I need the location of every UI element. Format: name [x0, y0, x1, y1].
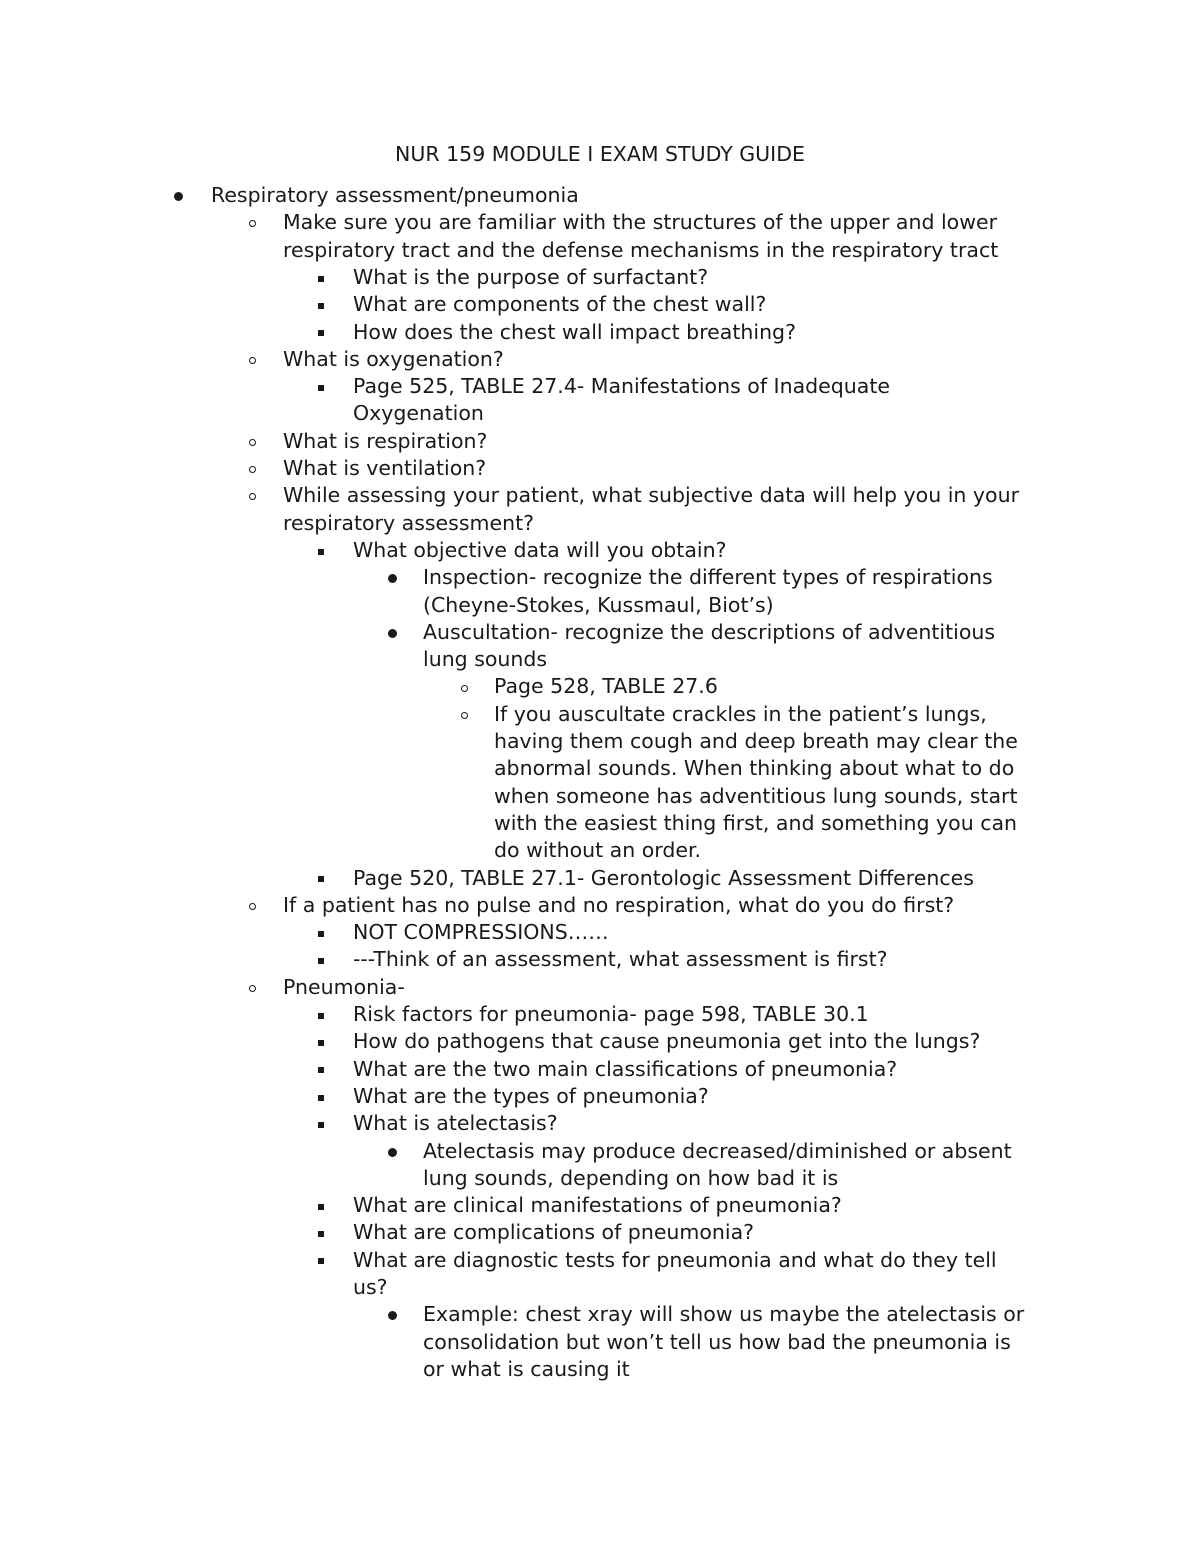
circle-bullet-icon — [249, 439, 256, 446]
outline-line: If a patient has no pulse and no respiration, what do you do first? — [283, 892, 955, 917]
square-bullet-icon — [318, 1095, 324, 1101]
outline-line: Example: chest xray will show us maybe the atelectasis or — [423, 1302, 1025, 1327]
square-bullet-icon — [318, 958, 324, 964]
outline-line: Page 520, TABLE 27.1- Gerontologic Assessment Differences — [353, 865, 974, 890]
circle-bullet-icon — [249, 357, 256, 364]
square-bullet-icon — [318, 303, 324, 309]
square-bullet-icon — [318, 1067, 324, 1073]
outline-line: Respiratory assessment/pneumonia — [211, 183, 579, 207]
outline-line: Make sure you are familiar with the structures of the upper and lower — [283, 210, 998, 235]
bullet-icon — [174, 192, 183, 201]
outline-line: What is the purpose of surfactant? — [353, 264, 709, 289]
outline-line: or what is causing it — [423, 1356, 630, 1381]
outline-line: What are the types of pneumonia? — [353, 1083, 709, 1108]
outline-line: abnormal sounds. When thinking about what to do — [494, 756, 1015, 781]
circle-bullet-icon — [249, 220, 256, 227]
bullet-icon — [388, 629, 397, 638]
outline-line: What are diagnostic tests for pneumonia and what do they tell — [353, 1247, 997, 1272]
square-bullet-icon — [318, 549, 324, 555]
outline-line: How does the chest wall impact breathing? — [353, 319, 796, 344]
square-bullet-icon — [318, 385, 324, 391]
bullet-icon — [388, 574, 397, 583]
outline-line: do without an order. — [494, 838, 702, 863]
outline-line: ---Think of an assessment, what assessment is first? — [353, 947, 888, 972]
circle-bullet-icon — [249, 466, 256, 473]
outline-line: What are the two main classifications of pneumonia? — [353, 1056, 898, 1081]
square-bullet-icon — [318, 1258, 324, 1264]
outline-line: Oxygenation — [353, 401, 484, 426]
outline-line: NOT COMPRESSIONS…… — [353, 920, 609, 945]
square-bullet-icon — [318, 1204, 324, 1210]
outline-line: us? — [353, 1275, 388, 1299]
outline-line: What are components of the chest wall? — [353, 292, 767, 317]
outline-line: What is respiration? — [283, 428, 488, 453]
outline-line: Inspection- recognize the different types of respirations — [423, 565, 993, 590]
outline-line: How do pathogens that cause pneumonia get into the lungs? — [353, 1029, 981, 1054]
outline-line: (Cheyne-Stokes, Kussmaul, Biot’s) — [423, 592, 774, 617]
circle-bullet-icon — [249, 903, 256, 910]
outline-line: consolidation but won’t tell us how bad the pneumonia is — [423, 1329, 1011, 1354]
outline-line: having them cough and deep breath may clear the — [494, 729, 1018, 753]
outline-line: respiratory assessment? — [283, 510, 535, 535]
square-bullet-icon — [318, 1040, 324, 1046]
bullet-icon — [388, 1311, 397, 1320]
outline-line: What is ventilation? — [283, 456, 487, 480]
square-bullet-icon — [318, 931, 324, 937]
square-bullet-icon — [318, 1231, 324, 1237]
bullet-icon — [388, 1148, 397, 1157]
square-bullet-icon — [318, 1122, 324, 1128]
outline-line: lung sounds — [423, 647, 548, 672]
square-bullet-icon — [318, 276, 324, 282]
circle-bullet-icon — [249, 985, 256, 992]
outline-line: Auscultation- recognize the descriptions of adventitious — [423, 619, 996, 644]
outline-line: What are clinical manifestations of pneumonia? — [353, 1193, 842, 1218]
circle-bullet-icon — [461, 685, 468, 692]
outline-line: What are complications of pneumonia? — [353, 1220, 755, 1245]
circle-bullet-icon — [461, 712, 468, 719]
outline-line: What is oxygenation? — [283, 346, 504, 371]
outline-line: with the easiest thing first, and something you can — [494, 810, 1018, 835]
outline-line: What objective data will you obtain? — [353, 537, 727, 562]
outline-line: Atelectasis may produce decreased/diminished or absent — [423, 1138, 1012, 1163]
circle-bullet-icon — [249, 493, 256, 500]
outline-line: While assessing your patient, what subjective data will help you in your — [283, 483, 1019, 508]
outline-line: Page 525, TABLE 27.4- Manifestations of Inadequate — [353, 374, 891, 399]
outline-line: What is atelectasis? — [353, 1111, 558, 1136]
outline-line: Pneumonia- — [283, 974, 405, 999]
outline-line: respiratory tract and the defense mechanisms in the respiratory tract — [283, 237, 999, 262]
document-title: NUR 159 MODULE I EXAM STUDY GUIDE — [395, 142, 805, 166]
outline-line: If you auscultate crackles in the patient’s lungs, — [494, 701, 987, 726]
square-bullet-icon — [318, 330, 324, 336]
square-bullet-icon — [318, 876, 324, 882]
outline-line: lung sounds, depending on how bad it is — [423, 1165, 839, 1190]
outline-line: when someone has adventitious lung sounds, start — [494, 783, 1018, 808]
outline-line: Page 528, TABLE 27.6 — [494, 674, 718, 699]
outline-line: Risk factors for pneumonia- page 598, TABLE 30.1 — [353, 1002, 869, 1026]
square-bullet-icon — [318, 1013, 324, 1019]
